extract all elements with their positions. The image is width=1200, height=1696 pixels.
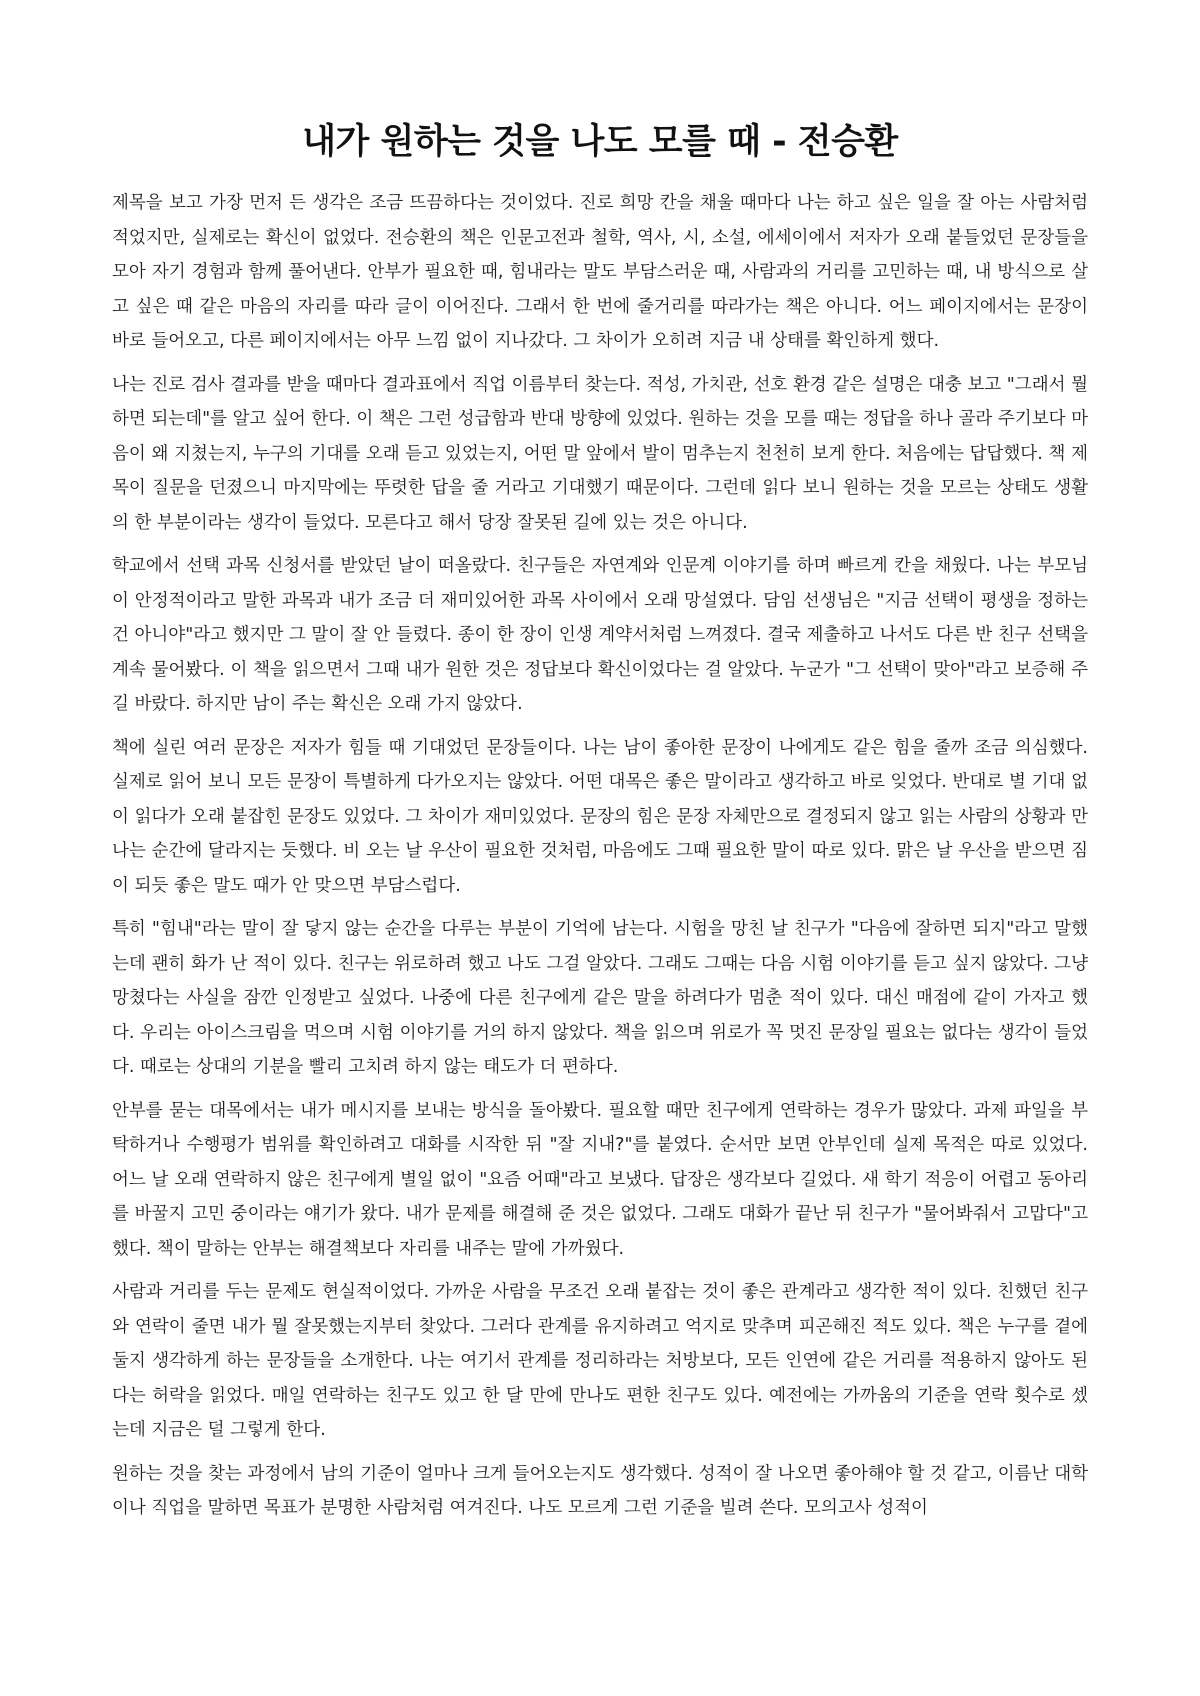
paragraph: 안부를 묻는 대목에서는 내가 메시지를 보내는 방식을 돌아봤다. 필요할 때만 친구에게 연락하는 경우가 많았다. 과제 파일을 부탁하거나 수행평가 범위를 확인하려고 대화를 시작한 뒤 "잘 지내?"를 붙였다. 순서만 보면 안부인데 실제 목적은 따로 있었다. 어느 날 오래 연락하지 않은 친구에게 별일 없이 "요즘 어때"라고 보냈다. 답장은 생각보다 길었다. 새 학기 적응이 어렵고 동아리를 바꿀지 고민 중이라는 얘기가 왔다. 내가 문제를 해결해 준 것은 없었다. 그래도 대화가 끝난 뒤 친구가 "물어봐줘서 고맙다"고 했다. 책이 말하는 안부는 해결책보다 자리를 내주는 말에 가까웠다. xyxy=(112,1100,1088,1259)
paragraph: 학교에서 선택 과목 신청서를 받았던 날이 떠올랐다. 친구들은 자연계와 인문계 이야기를 하며 빠르게 칸을 채웠다. 나는 부모님이 안정적이라고 말한 과목과 내가 조금 더 재미있어한 과목 사이에서 오래 망설였다. 담임 선생님은 "지금 선택이 평생을 정하는 건 아니야"라고 했지만 그 말이 잘 안 들렸다. 종이 한 장이 인생 계약서처럼 느껴졌다. 결국 제출하고 나서도 다른 반 친구 선택을 계속 물어봤다. 이 책을 읽으면서 그때 내가 원한 것은 정답보다 확신이었다는 걸 알았다. 누군가 "그 선택이 맞아"라고 보증해 주길 바랐다. 하지만 남이 주는 확신은 오래 가지 않았다. xyxy=(112,556,1088,714)
essay-body xyxy=(112,186,1088,1526)
paragraph: 나는 진로 검사 결과를 받을 때마다 결과표에서 직업 이름부터 찾는다. 적성, 가치관, 선호 환경 같은 설명은 대충 보고 "그래서 뭘 하면 되는데"를 알고 싶어 한다. 이 책은 그런 성급함과 반대 방향에 있었다. 원하는 것을 모를 때는 정답을 하나 골라 주기보다 마음이 왜 지쳤는지, 누구의 기대를 오래 듣고 있었는지, 어떤 말 앞에서 발이 멈추는지 천천히 보게 한다. 처음에는 답답했다. 책 제목이 질문을 던졌으니 마지막에는 뚜렷한 답을 줄 거라고 기대했기 때문이다. 그런데 읽다 보니 원하는 것을 모르는 상태도 생활의 한 부분이라는 생각이 들었다. 모른다고 해서 당장 잘못된 길에 있는 것은 아니다. xyxy=(112,374,1088,533)
paragraph: 원하는 것을 찾는 과정에서 남의 기준이 얼마나 크게 들어오는지도 생각했다. 성적이 잘 나오면 좋아해야 할 것 같고, 이름난 대학이나 직업을 말하면 목표가 분명한 사람처럼 여겨진다. 나도 모르게 그런 기준을 빌려 쓴다. 모의고사 성적이 xyxy=(112,1463,1088,1518)
paragraph: 사람과 거리를 두는 문제도 현실적이었다. 가까운 사람을 무조건 오래 붙잡는 것이 좋은 관계라고 생각한 적이 있다. 친했던 친구와 연락이 줄면 내가 뭘 잘못했는지부터 찾았다. 그러다 관계를 유지하려고 억지로 맞추며 피곤해진 적도 있다. 책은 누구를 곁에 둘지 생각하게 하는 문장들을 소개한다. 나는 여기서 관계를 정리하라는 처방보다, 모든 인연에 같은 거리를 적용하지 않아도 된다는 허락을 읽었다. 매일 연락하는 친구도 있고 한 달 만에 만나도 편한 친구도 있다. 예전에는 가까움의 기준을 연락 횟수로 셌는데 지금은 덜 그렇게 한다. xyxy=(112,1282,1088,1440)
paragraph: 특히 "힘내"라는 말이 잘 닿지 않는 순간을 다루는 부분이 기억에 남는다. 시험을 망친 날 친구가 "다음에 잘하면 되지"라고 말했는데 괜히 화가 난 적이 있다. 친구는 위로하려 했고 나도 그걸 알았다. 그래도 그때는 다음 시험 이야기를 듣고 싶지 않았다. 그냥 망쳤다는 사실을 잠깐 인정받고 싶었다. 나중에 다른 친구에게 같은 말을 하려다가 멈춘 적이 있다. 대신 매점에 같이 가자고 했다. 우리는 아이스크림을 먹으며 시험 이야기를 거의 하지 않았다. 책을 읽으며 위로가 꼭 멋진 문장일 필요는 없다는 생각이 들었다. 때로는 상대의 기분을 빨리 고치려 하지 않는 태도가 더 편하다. xyxy=(112,919,1088,1077)
paragraph: 책에 실린 여러 문장은 저자가 힘들 때 기대었던 문장들이다. 나는 남이 좋아한 문장이 나에게도 같은 힘을 줄까 조금 의심했다. 실제로 읽어 보니 모든 문장이 특별하게 다가오지는 않았다. 어떤 대목은 좋은 말이라고 생각하고 바로 잊었다. 반대로 별 기대 없이 읽다가 오래 붙잡힌 문장도 있었다. 그 차이가 재미있었다. 문장의 힘은 문장 자체만으로 결정되지 않고 읽는 사람의 상황과 만나는 순간에 달라지는 듯했다. 비 오는 날 우산이 필요한 것처럼, 마음에도 그때 필요한 말이 따로 있다. 맑은 날 우산을 받으면 짐이 되듯 좋은 말도 때가 안 맞으면 부담스럽다. xyxy=(112,737,1088,896)
paragraph: 제목을 보고 가장 먼저 든 생각은 조금 뜨끔하다는 것이었다. 진로 희망 칸을 채울 때마다 나는 하고 싶은 일을 잘 아는 사람처럼 적었지만, 실제로는 확신이 없었다. 전승환의 책은 인문고전과 철학, 역사, 시, 소설, 에세이에서 저자가 오래 붙들었던 문장들을 모아 자기 경험과 함께 풀어낸다. 안부가 필요한 때, 힘내라는 말도 부담스러운 때, 사람과의 거리를 고민하는 때, 내 방식으로 살고 싶은 때 같은 마음의 자리를 따라 글이 이어진다. 그래서 한 번에 줄거리를 따라가는 책은 아니다. 어느 페이지에서는 문장이 바로 들어오고, 다른 페이지에서는 아무 느낌 없이 지나갔다. 그 차이가 오히려 지금 내 상태를 확인하게 했다. xyxy=(112,193,1088,351)
page-title: 내가 원하는 것을 나도 모를 때 - 전승환 xyxy=(302,122,898,162)
